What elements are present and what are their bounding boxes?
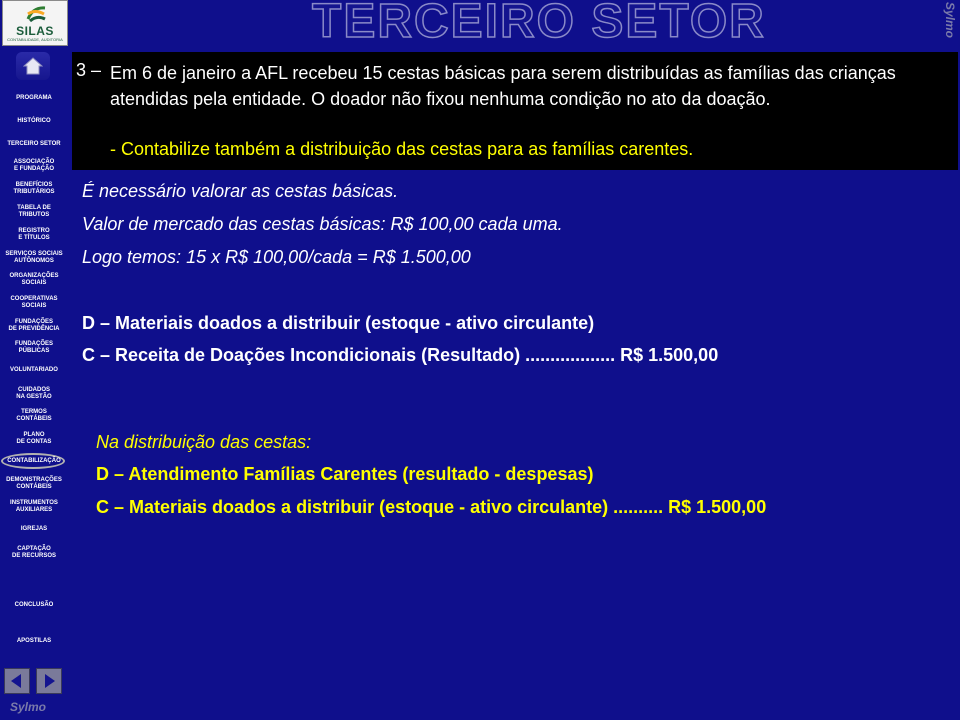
arrow-left-icon: [9, 673, 25, 689]
previous-slide-button[interactable]: [4, 668, 30, 694]
valuation-note: É necessário valorar as cestas básicas.: [82, 181, 399, 201]
sidebar-item-cuidados-gestao[interactable]: CUIDADOS NA GESTÃO: [16, 387, 52, 400]
logo-mark-icon: [25, 5, 47, 23]
slide-navigation: [4, 668, 64, 696]
question-number: 3 –: [76, 60, 102, 80]
sidebar-item-contabilizacao[interactable]: CONTABILIZAÇÃO: [7, 458, 61, 464]
question-box: [72, 52, 958, 170]
sidebar-item-terceiro-setor[interactable]: TERCEIRO SETOR: [7, 141, 61, 147]
next-slide-button[interactable]: [36, 668, 62, 694]
journal-credit-line: C – Receita de Doações Incondicionais (Resultado) .................. R$ 1.500,00: [82, 345, 719, 365]
sidebar-item-registro[interactable]: REGISTRO E TÍTULOS: [18, 228, 50, 241]
sidebar-item-programa[interactable]: PROGRAMA: [16, 95, 52, 101]
sidebar-item-demonstracoes[interactable]: DEMONSTRAÇÕES CONTÁBEIS: [6, 477, 62, 490]
sidebar-item-beneficios[interactable]: BENEFÍCIOS TRIBUTÁRIOS: [13, 182, 55, 195]
sidebar-item-servicos-sociais[interactable]: SERVIÇOS SOCIAIS AUTÔNOMOS: [5, 251, 63, 264]
home-button[interactable]: [16, 52, 50, 80]
brand-logo-top: Sylmo: [943, 2, 957, 39]
logo-text: SILAS: [16, 24, 54, 38]
sidebar-item-conclusao[interactable]: CONCLUSÃO: [14, 602, 54, 608]
sidebar-item-organizacoes-sociais[interactable]: ORGANIZAÇÕES SOCIAIS: [9, 273, 59, 286]
sidebar-item-instrumentos[interactable]: INSTRUMENTOS AUXILIARES: [10, 500, 58, 513]
question-text: Em 6 de janeiro a AFL recebeu 15 cestas básicas para serem distribuídas as famílias das crianças atendidas pela entidade. O doador não fixou nenhuma condição no ato da doação.: [110, 63, 896, 109]
arrow-right-icon: [41, 673, 57, 689]
sidebar-item-fundacoes-previdencia[interactable]: FUNDAÇÕES DE PREVIDÊNCIA: [8, 319, 60, 332]
sidebar-item-plano-contas[interactable]: PLANO DE CONTAS: [16, 432, 52, 445]
sidebar-item-fundacoes-publicas[interactable]: FUNDAÇÕES PÚBLICAS: [14, 341, 53, 354]
distribution-heading: Na distribuição das cestas:: [96, 432, 312, 452]
question-task: - Contabilize também a distribuição das cestas para as famílias carentes.: [110, 139, 694, 159]
sidebar-item-igrejas[interactable]: IGREJAS: [20, 526, 48, 532]
home-icon: [23, 57, 43, 75]
distribution-credit-line: C – Materiais doados a distribuir (estoque - ativo circulante) .......... R$ 1.500,00: [96, 497, 767, 517]
sidebar-item-voluntariado[interactable]: VOLUNTARIADO: [10, 367, 58, 373]
sidebar-nav: [0, 0, 68, 720]
page-title: TERCEIRO SETOR: [312, 0, 766, 48]
sidebar-item-cooperativas[interactable]: COOPERATIVAS SOCIAIS: [10, 296, 58, 309]
logo-subtitle: CONTABILIDADE, AUDITORIA: [7, 37, 63, 42]
sidebar-item-associacao[interactable]: ASSOCIAÇÃO E FUNDAÇÃO: [13, 159, 55, 172]
distribution-debit-line: D – Atendimento Famílias Carentes (resultado - despesas): [96, 464, 594, 484]
brand-logo-bottom: Sylmo: [10, 700, 47, 714]
sidebar-item-apostilas[interactable]: APOSTILAS: [16, 638, 52, 644]
sidebar-item-captacao[interactable]: CAPTAÇÃO DE RECURSOS: [11, 546, 56, 559]
journal-debit-line: D – Materiais doados a distribuir (estoque - ativo circulante): [82, 313, 595, 333]
market-value-line: Valor de mercado das cestas básicas: R$ 100,00 cada uma.: [82, 214, 563, 234]
sidebar-item-termos-contabeis[interactable]: TERMOS CONTÁBEIS: [16, 409, 52, 422]
sidebar-item-historico[interactable]: HISTÓRICO: [17, 118, 51, 124]
sidebar-item-tabela-tributos[interactable]: TABELA DE TRIBUTOS: [17, 205, 51, 218]
total-calculation-line: Logo temos: 15 x R$ 100,00/cada = R$ 1.500,00: [82, 247, 471, 267]
silas-logo: [2, 0, 68, 46]
